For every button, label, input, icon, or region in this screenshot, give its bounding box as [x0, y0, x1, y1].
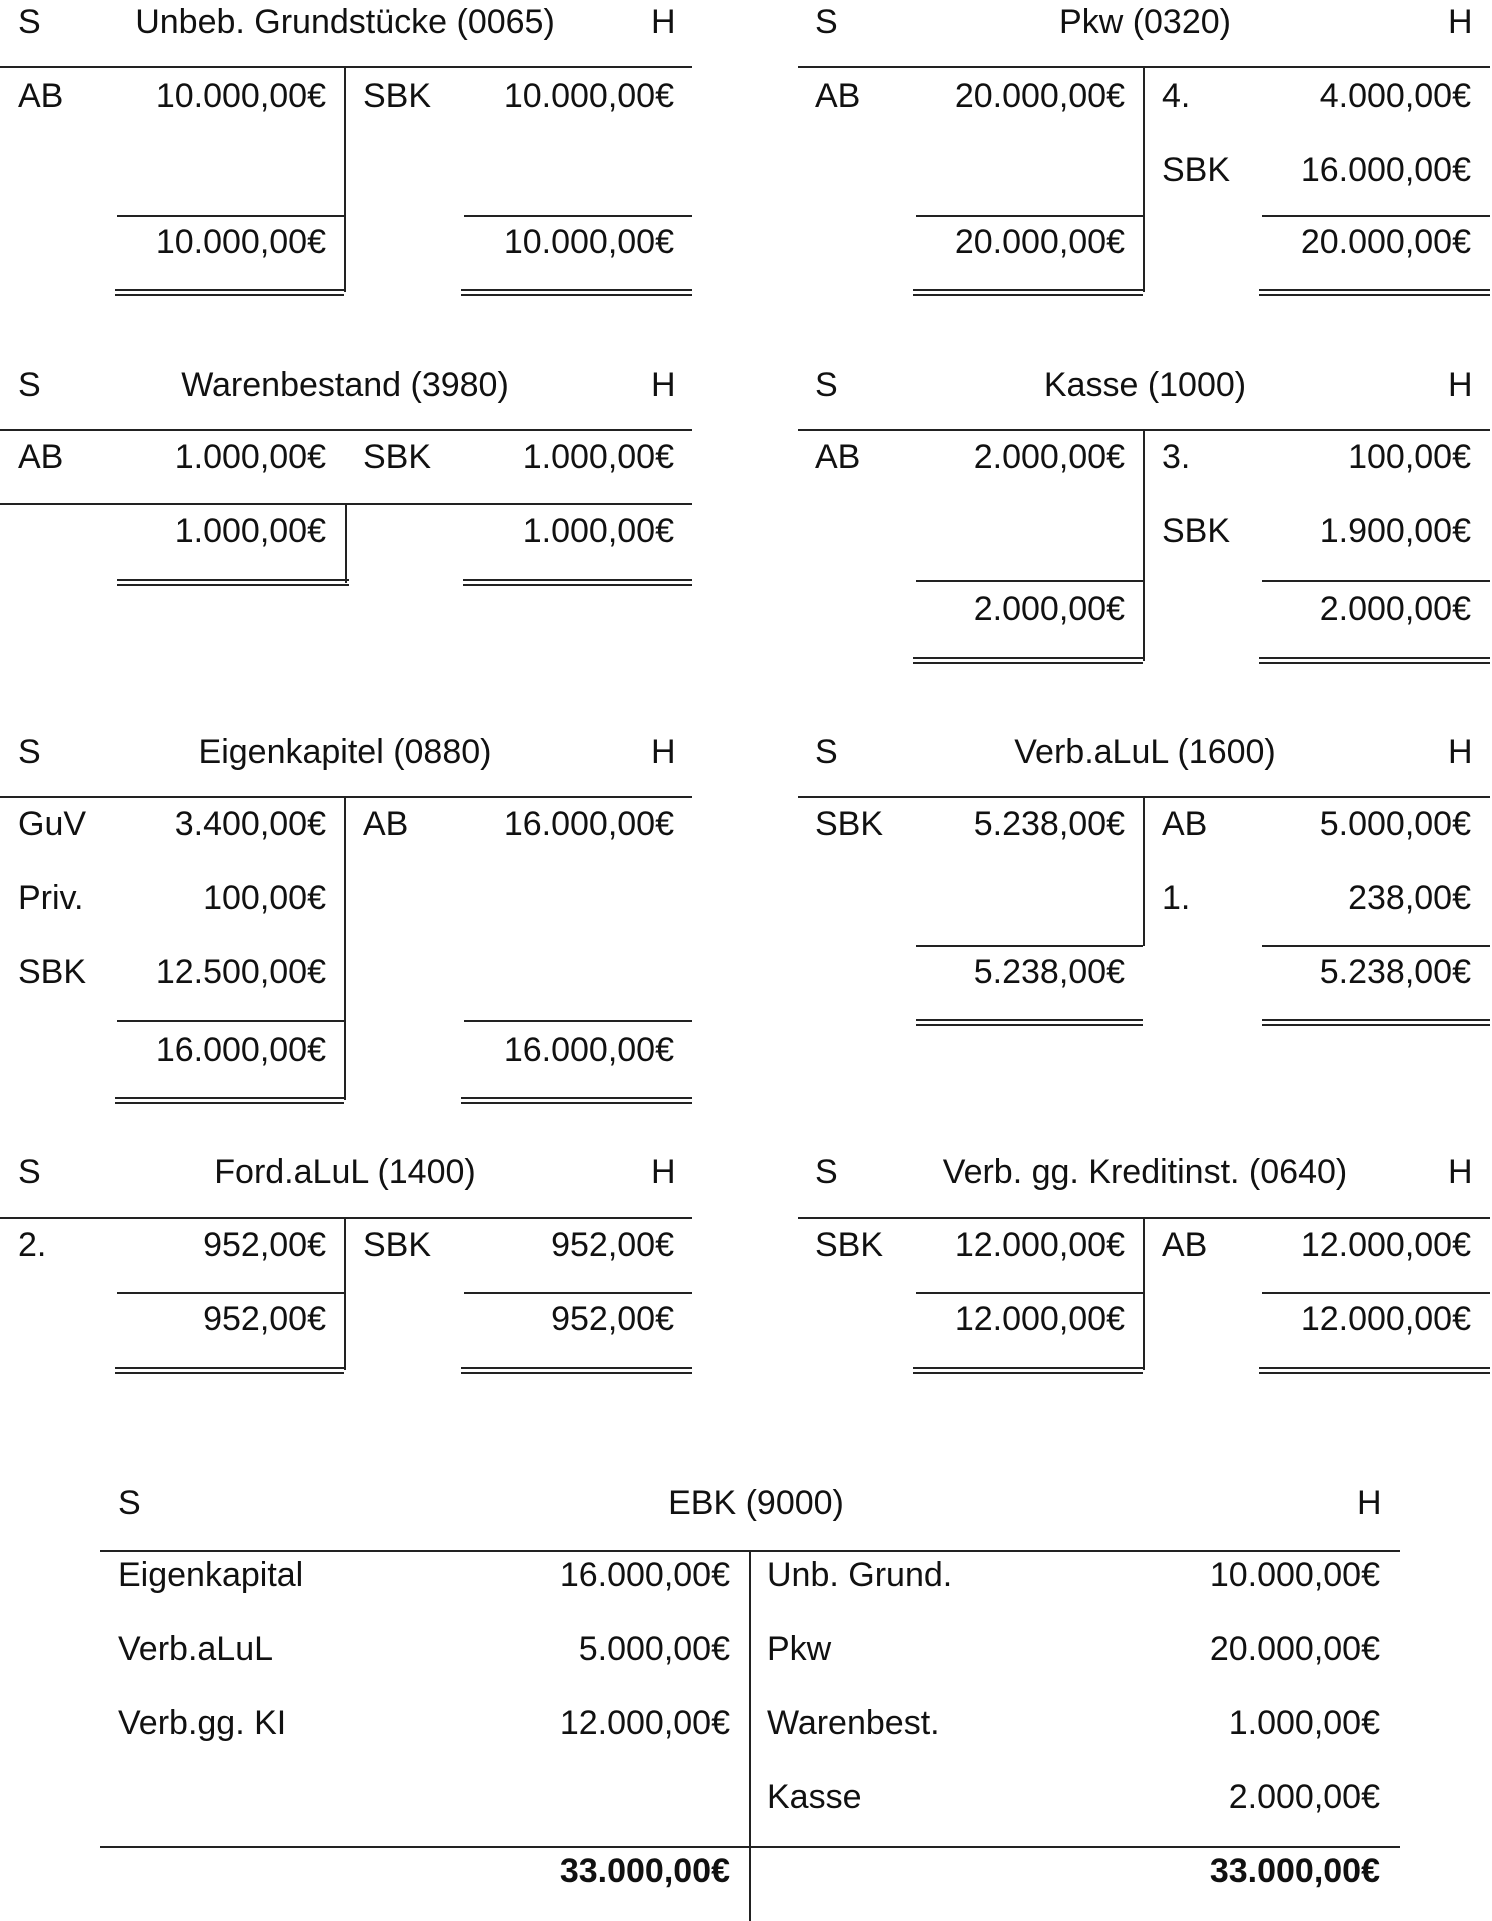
debit-total: 952,00€	[203, 1300, 326, 1338]
debit-side-label: S	[815, 1153, 838, 1191]
credit-total: 33.000,00€	[1209, 1852, 1380, 1890]
debit-entry-amount: 5.000,00€	[578, 1630, 730, 1668]
debit-side-label: S	[18, 733, 41, 771]
credit-entry-label: AB	[1162, 1226, 1208, 1264]
credit-double-underline	[1259, 657, 1490, 664]
account-title: Verb. gg. Kreditinst. (0640)	[942, 1153, 1348, 1191]
sum-line	[100, 1846, 1400, 1848]
debit-entry-label: SBK	[18, 953, 87, 991]
debit-entry-amount: 20.000,00€	[954, 77, 1125, 115]
debit-entry-amount: 16.000,00€	[559, 1556, 730, 1594]
debit-entry-amount: 2.000,00€	[973, 438, 1125, 476]
account-divider	[1143, 796, 1145, 946]
debit-sum-line	[117, 1020, 344, 1022]
debit-entry-label: Eigenkapital	[118, 1556, 304, 1594]
debit-side-label: S	[815, 733, 838, 771]
debit-entry-label: Verb.aLuL	[118, 1630, 274, 1668]
credit-entry-label: Pkw	[767, 1630, 832, 1668]
credit-side-label: H	[651, 3, 676, 41]
credit-entry-amount: 16.000,00€	[1300, 151, 1471, 189]
credit-double-underline	[463, 579, 692, 586]
credit-total: 10.000,00€	[503, 223, 674, 261]
credit-entry-label: AB	[363, 805, 409, 843]
account-divider	[1143, 429, 1145, 661]
credit-sum-line	[464, 1020, 692, 1022]
credit-side-label: H	[1448, 3, 1473, 41]
debit-total: 1.000,00€	[174, 512, 326, 550]
credit-sum-line	[1262, 215, 1490, 217]
debit-entry-amount: 12.000,00€	[954, 1226, 1125, 1264]
debit-side-label: S	[18, 1153, 41, 1191]
account-title: Verb.aLuL (1600)	[1014, 733, 1276, 771]
credit-entry-label: Warenbest.	[767, 1704, 940, 1742]
credit-total: 952,00€	[551, 1300, 674, 1338]
credit-double-underline	[1262, 1019, 1490, 1026]
credit-sum-line	[1262, 580, 1490, 582]
credit-double-underline	[461, 1097, 692, 1104]
account-divider	[344, 66, 346, 292]
debit-entry-label: SBK	[815, 1226, 884, 1264]
account-title: Warenbestand (3980)	[181, 366, 509, 404]
credit-entry-amount: 2.000,00€	[1228, 1778, 1380, 1816]
credit-total: 2.000,00€	[1319, 590, 1471, 628]
credit-side-label: H	[651, 1153, 676, 1191]
credit-entry-label: SBK	[363, 1226, 432, 1264]
credit-entry-label: AB	[1162, 805, 1208, 843]
debit-entry-amount: 952,00€	[203, 1226, 326, 1264]
credit-entry-amount: 4.000,00€	[1319, 77, 1471, 115]
debit-entry-label: GuV	[18, 805, 87, 843]
debit-double-underline	[916, 1019, 1143, 1026]
credit-entry-amount: 16.000,00€	[503, 805, 674, 843]
account-header-line	[0, 1217, 692, 1219]
credit-entry-amount: 12.000,00€	[1300, 1226, 1471, 1264]
debit-entry-amount: 3.400,00€	[174, 805, 326, 843]
account-divider	[749, 1550, 751, 1921]
debit-entry-amount: 1.000,00€	[174, 438, 326, 476]
credit-entry-amount: 1.900,00€	[1319, 512, 1471, 550]
credit-entry-amount: 952,00€	[551, 1226, 674, 1264]
debit-entry-label: AB	[815, 438, 861, 476]
credit-sum-line	[464, 1292, 692, 1294]
account-title: Pkw (0320)	[1059, 3, 1231, 41]
debit-entry-amount: 5.238,00€	[973, 805, 1125, 843]
debit-sum-line	[916, 1292, 1143, 1294]
credit-side-label: H	[651, 366, 676, 404]
credit-entry-amount: 20.000,00€	[1209, 1630, 1380, 1668]
credit-entry-amount: 1.000,00€	[522, 438, 674, 476]
credit-entry-label: 4.	[1162, 77, 1191, 115]
debit-total: 5.238,00€	[973, 953, 1125, 991]
credit-total: 5.238,00€	[1319, 953, 1471, 991]
debit-side-label: S	[18, 3, 41, 41]
debit-side-label: S	[815, 3, 838, 41]
credit-side-label: H	[1448, 366, 1473, 404]
account-divider	[1143, 1217, 1145, 1370]
debit-sum-line	[916, 215, 1143, 217]
credit-entry-amount: 1.000,00€	[1228, 1704, 1380, 1742]
debit-entry-label: 2.	[18, 1226, 47, 1264]
debit-side-label: S	[18, 366, 41, 404]
account-header-line	[0, 429, 692, 431]
debit-entry-amount: 12.000,00€	[559, 1704, 730, 1742]
debit-entry-label: AB	[18, 438, 64, 476]
account-title: Eigenkapitel (0880)	[198, 733, 492, 771]
debit-total: 2.000,00€	[973, 590, 1125, 628]
credit-entry-label: Kasse	[767, 1778, 862, 1816]
account-title: Kasse (1000)	[1043, 366, 1247, 404]
credit-entry-amount: 100,00€	[1348, 438, 1471, 476]
credit-double-underline	[461, 1367, 692, 1374]
debit-entry-label: AB	[815, 77, 861, 115]
credit-entry-label: SBK	[1162, 151, 1231, 189]
account-divider	[1143, 66, 1145, 292]
debit-total: 16.000,00€	[155, 1031, 326, 1069]
debit-entry-amount: 10.000,00€	[155, 77, 326, 115]
account-title: Unbeb. Grundstücke (0065)	[135, 3, 555, 41]
credit-double-underline	[1259, 289, 1490, 296]
credit-sum-line	[1262, 1292, 1490, 1294]
credit-sum-line	[1262, 945, 1490, 947]
debit-double-underline	[115, 1097, 344, 1104]
credit-side-label: H	[1357, 1484, 1382, 1522]
account-title: Ford.aLuL (1400)	[214, 1153, 476, 1191]
debit-entry-label: Priv.	[18, 879, 84, 917]
credit-double-underline	[1259, 1367, 1490, 1374]
debit-total: 12.000,00€	[954, 1300, 1125, 1338]
account-divider	[344, 1217, 346, 1370]
credit-sum-line	[464, 215, 692, 217]
debit-total: 20.000,00€	[954, 223, 1125, 261]
credit-entry-label: SBK	[363, 77, 432, 115]
credit-entry-amount: 10.000,00€	[503, 77, 674, 115]
credit-side-label: H	[1448, 1153, 1473, 1191]
account-divider	[345, 503, 347, 583]
debit-double-underline	[913, 657, 1143, 664]
debit-double-underline	[115, 1367, 344, 1374]
debit-total: 33.000,00€	[559, 1852, 730, 1890]
credit-entry-label: SBK	[363, 438, 432, 476]
credit-double-underline	[461, 289, 692, 296]
credit-side-label: H	[651, 733, 676, 771]
credit-total: 20.000,00€	[1300, 223, 1471, 261]
credit-entry-label: SBK	[1162, 512, 1231, 550]
debit-side-label: S	[118, 1484, 141, 1522]
credit-total: 16.000,00€	[503, 1031, 674, 1069]
debit-entry-label: Verb.gg. KI	[118, 1704, 287, 1742]
credit-entry-amount: 5.000,00€	[1319, 805, 1471, 843]
account-title: EBK (9000)	[668, 1484, 844, 1522]
debit-sum-line	[916, 945, 1143, 947]
account-header-line	[0, 66, 692, 68]
credit-entry-label: Unb. Grund.	[767, 1556, 953, 1594]
debit-sum-line	[117, 215, 344, 217]
debit-double-underline	[913, 289, 1143, 296]
credit-total: 12.000,00€	[1300, 1300, 1471, 1338]
credit-entry-amount: 10.000,00€	[1209, 1556, 1380, 1594]
debit-total: 10.000,00€	[155, 223, 326, 261]
debit-entry-label: SBK	[815, 805, 884, 843]
credit-entry-amount: 238,00€	[1348, 879, 1471, 917]
account-header-line	[0, 796, 692, 798]
account-divider	[344, 796, 346, 1100]
credit-total: 1.000,00€	[522, 512, 674, 550]
debit-double-underline	[115, 289, 344, 296]
debit-entry-amount: 100,00€	[203, 879, 326, 917]
debit-double-underline	[117, 579, 349, 586]
credit-entry-label: 1.	[1162, 879, 1191, 917]
debit-side-label: S	[815, 366, 838, 404]
debit-double-underline	[913, 1367, 1143, 1374]
debit-sum-line	[117, 1292, 344, 1294]
credit-side-label: H	[1448, 733, 1473, 771]
debit-entry-label: AB	[18, 77, 64, 115]
debit-entry-amount: 12.500,00€	[155, 953, 326, 991]
debit-sum-line	[916, 580, 1143, 582]
credit-entry-label: 3.	[1162, 438, 1191, 476]
